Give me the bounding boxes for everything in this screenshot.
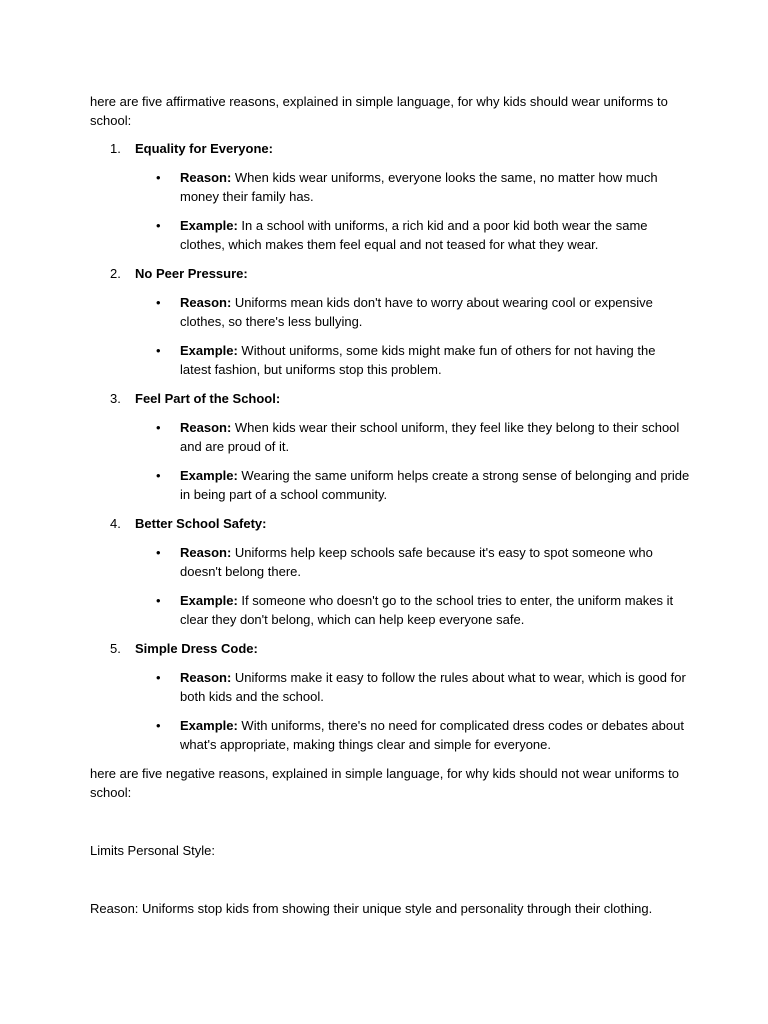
bullet-icon: • xyxy=(156,468,161,483)
reason-point xyxy=(135,668,690,706)
negative-intro-paragraph: here are five negative reasons, explained in simple language, for why kids should not wear uniforms to school: xyxy=(90,766,679,800)
point-label: Example: xyxy=(180,718,238,733)
bullet-icon: • xyxy=(156,670,161,685)
point-label: Example: xyxy=(180,343,238,358)
reason-item-5 xyxy=(90,639,690,754)
example-point xyxy=(135,591,690,629)
reason-points xyxy=(135,668,690,754)
point-text: When kids wear their school uniform, they feel like they belong to their school and are proud of it. xyxy=(180,420,680,454)
reason-number: 2. xyxy=(110,266,121,281)
bullet-icon: • xyxy=(156,343,161,358)
example-point xyxy=(135,716,690,754)
reason-heading: No Peer Pressure: xyxy=(135,266,248,281)
bullet-icon: • xyxy=(156,718,161,733)
reason-item-2 xyxy=(90,264,690,379)
example-point xyxy=(135,466,690,504)
intro-paragraph: here are five affirmative reasons, explained in simple language, for why kids should wear uniforms to school: xyxy=(90,94,668,128)
point-text: Wearing the same uniform helps create a strong sense of belonging and pride in being part of a school community. xyxy=(180,468,690,502)
reason-number: 3. xyxy=(110,391,121,406)
point-label: Example: xyxy=(180,218,238,233)
reason-point xyxy=(135,168,690,206)
reason-item-3 xyxy=(90,389,690,504)
point-text: Uniforms help keep schools safe because it's easy to spot someone who doesn't belong there. xyxy=(180,545,653,579)
reason-number: 5. xyxy=(110,641,121,656)
point-label: Reason: xyxy=(180,670,232,685)
point-text: Without uniforms, some kids might make fun of others for not having the latest fashion, but uniforms stop this problem. xyxy=(180,343,656,377)
point-label: Reason: xyxy=(180,295,232,310)
bullet-icon: • xyxy=(156,545,161,560)
negative-heading: Limits Personal Style: xyxy=(90,843,215,858)
reason-points xyxy=(135,168,690,254)
affirmative-reasons-list xyxy=(90,139,690,754)
point-label: Reason: xyxy=(180,170,232,185)
point-text: If someone who doesn't go to the school tries to enter, the uniform makes it clear they don't belong, which can help keep everyone safe. xyxy=(180,593,674,627)
reason-heading: Feel Part of the School: xyxy=(135,391,281,406)
negative-reason-paragraph: Reason: Uniforms stop kids from showing their unique style and personality through their clothing. xyxy=(90,901,653,916)
reason-item-4 xyxy=(90,514,690,629)
reason-points xyxy=(135,418,690,504)
point-label: Example: xyxy=(180,593,238,608)
point-text: Uniforms mean kids don't have to worry about wearing cool or expensive clothes, so there's less bullying. xyxy=(180,295,653,329)
bullet-icon: • xyxy=(156,218,161,233)
point-text: In a school with uniforms, a rich kid and a poor kid both wear the same clothes, which makes them feel equal and not teased for what they wear. xyxy=(180,218,648,252)
example-point xyxy=(135,341,690,379)
reason-heading: Equality for Everyone: xyxy=(135,141,273,156)
point-label: Reason: xyxy=(180,545,232,560)
reason-point xyxy=(135,543,690,581)
reason-heading: Simple Dress Code: xyxy=(135,641,258,656)
reason-number: 1. xyxy=(110,141,121,156)
example-point xyxy=(135,216,690,254)
reason-number: 4. xyxy=(110,516,121,531)
reason-point xyxy=(135,418,690,456)
point-text: With uniforms, there's no need for complicated dress codes or debates about what's appropriate, making things clear and simple for everyone. xyxy=(180,718,684,752)
point-text: When kids wear uniforms, everyone looks the same, no matter how much money their family has. xyxy=(180,170,658,204)
document-page xyxy=(90,92,690,918)
point-label: Example: xyxy=(180,468,238,483)
reason-heading: Better School Safety: xyxy=(135,516,267,531)
reason-points xyxy=(135,543,690,629)
reason-points xyxy=(135,293,690,379)
reason-point xyxy=(135,293,690,331)
point-text: Uniforms make it easy to follow the rules about what to wear, which is good for both kids and the school. xyxy=(180,670,686,704)
bullet-icon: • xyxy=(156,170,161,185)
point-label: Reason: xyxy=(180,420,232,435)
bullet-icon: • xyxy=(156,593,161,608)
bullet-icon: • xyxy=(156,420,161,435)
bullet-icon: • xyxy=(156,295,161,310)
reason-item-1 xyxy=(90,139,690,254)
